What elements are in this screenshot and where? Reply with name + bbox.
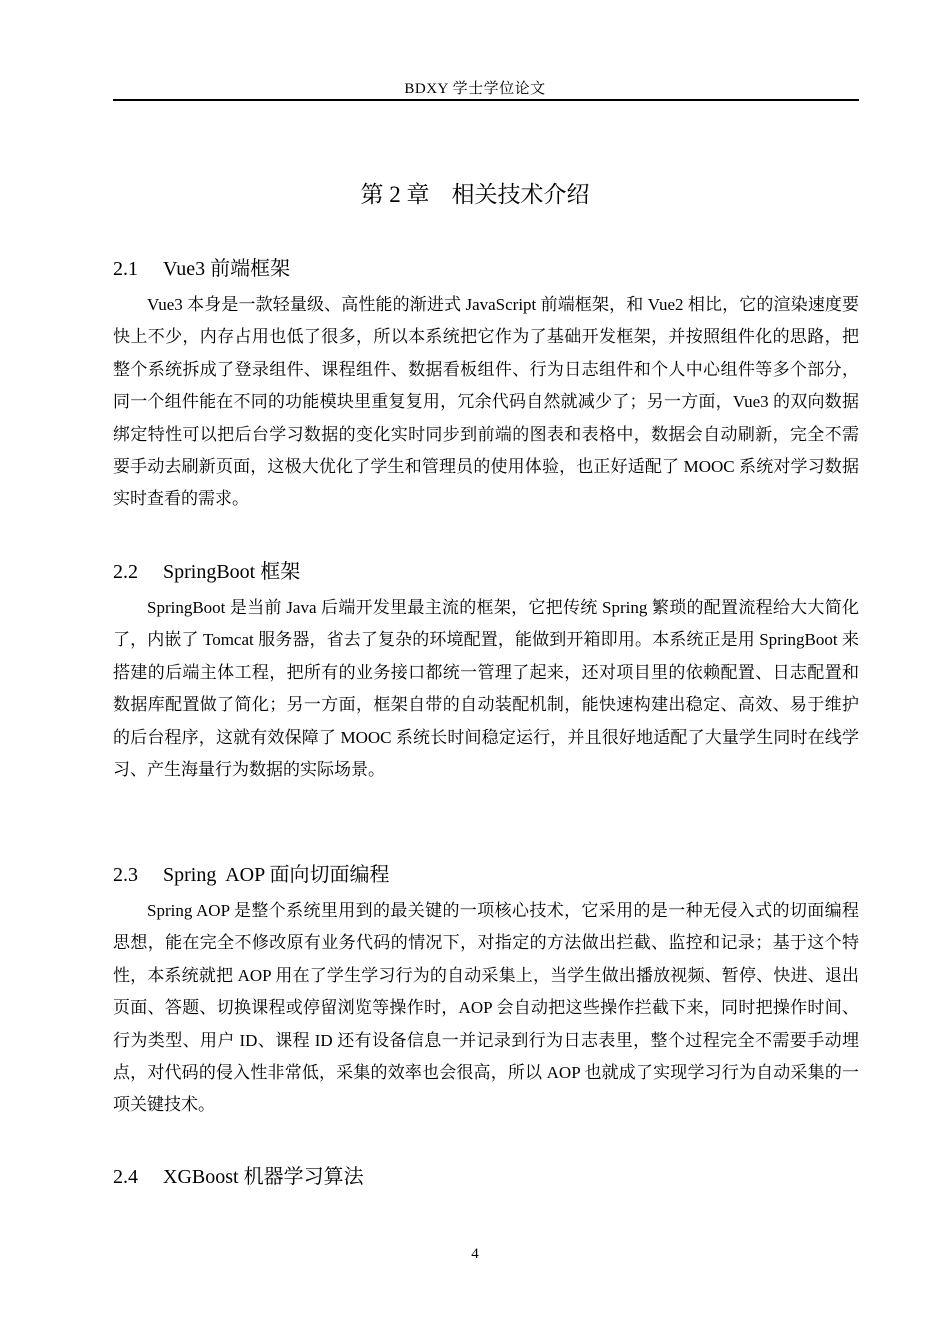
paragraph-2-2: SpringBoot 是当前 Java 后端开发里最主流的框架，它把传统 Spring 繁琐的配置流程给大大简化了，内嵌了 Tomcat 服务器，省去了复杂的环境配置，能做到开箱即用。本系统正是用 SpringBoot 来搭建的后端主体工程，把所有的业务接口都统一管理了起来，还对项目里的依赖配置、日志配置和数据库配置做了简化；另一方面，框架自带的自动装配机制，能快速构建出稳定、高效、易于维护的后台程序，这就有效保障了 MOOC 系统长时间稳定运行，并且很好地适配了大量学生同时在线学习、产生海量行为数据的实际场景。	[113, 598, 859, 780]
paragraph-2-1: Vue3 本身是一款轻量级、高性能的渐进式 JavaScript 前端框架，和 Vue2 相比，它的渲染速度要快上不少，内存占用也低了很多，所以本系统把它作为了基础开发框架，并按照组件化的思路，把整个系统拆成了登录组件、课程组件、数据看板组件、行为日志组件和个人中心组件等多个部分，同一个组件能在不同的功能模块里重复复用，冗余代码自然就减少了；另一方面，Vue3 的双向数据绑定特性可以把后台学习数据的变化实时同步到前端的图表和表格中，数据会自动刷新，完全不需要手动去刷新页面，这极大优化了学生和管理员的使用体验，也正好适配了 MOOC 系统对学习数据实时查看的需求。	[113, 295, 859, 509]
paragraph-2-3: Spring AOP 是整个系统里用到的最关键的一项核心技术，它采用的是一种无侵入式的切面编程思想，能在完全不修改原有业务代码的情况下，对指定的方法做出拦截、监控和记录；基于这个特性，本系统就把 AOP 用在了学生学习行为的自动采集上，当学生做出播放视频、暂停、快进、退出页面、答题、切换课程或停留浏览等操作时，AOP 会自动把这些操作拦截下来，同时把操作时间、行为类型、用户 ID、课程 ID 还有设备信息一并记录到行为日志表里，整个过程完全不需要手动埋点，对代码的侵入性非常低，采集的效率也会很高，所以 AOP 也就成了实现学习行为自动采集的一项关键技术。	[113, 901, 859, 1115]
running-header: BDXY 学士学位论文	[404, 81, 546, 97]
chapter-title-text: 相关技术介绍	[451, 182, 590, 207]
section-title: XGBoost 机器学习算法	[163, 1166, 364, 1188]
section-title: SpringBoot 框架	[163, 561, 301, 583]
section-heading-2-3	[113, 858, 390, 887]
page-number: 4	[471, 1246, 479, 1262]
section-title: Spring AOP 面向切面编程	[163, 864, 390, 886]
section-title: Vue3 前端框架	[163, 258, 291, 280]
section-number: 2.4	[113, 1166, 138, 1188]
section-heading-2-4	[113, 1160, 364, 1189]
section-heading-2-1	[113, 252, 290, 281]
section-heading-2-2	[113, 555, 300, 584]
chapter-number: 第 2 章	[360, 182, 430, 207]
section-number: 2.2	[113, 561, 138, 583]
section-number: 2.3	[113, 864, 138, 886]
section-number: 2.1	[113, 258, 138, 280]
header-rule	[113, 99, 859, 101]
chapter-title	[0, 176, 950, 209]
